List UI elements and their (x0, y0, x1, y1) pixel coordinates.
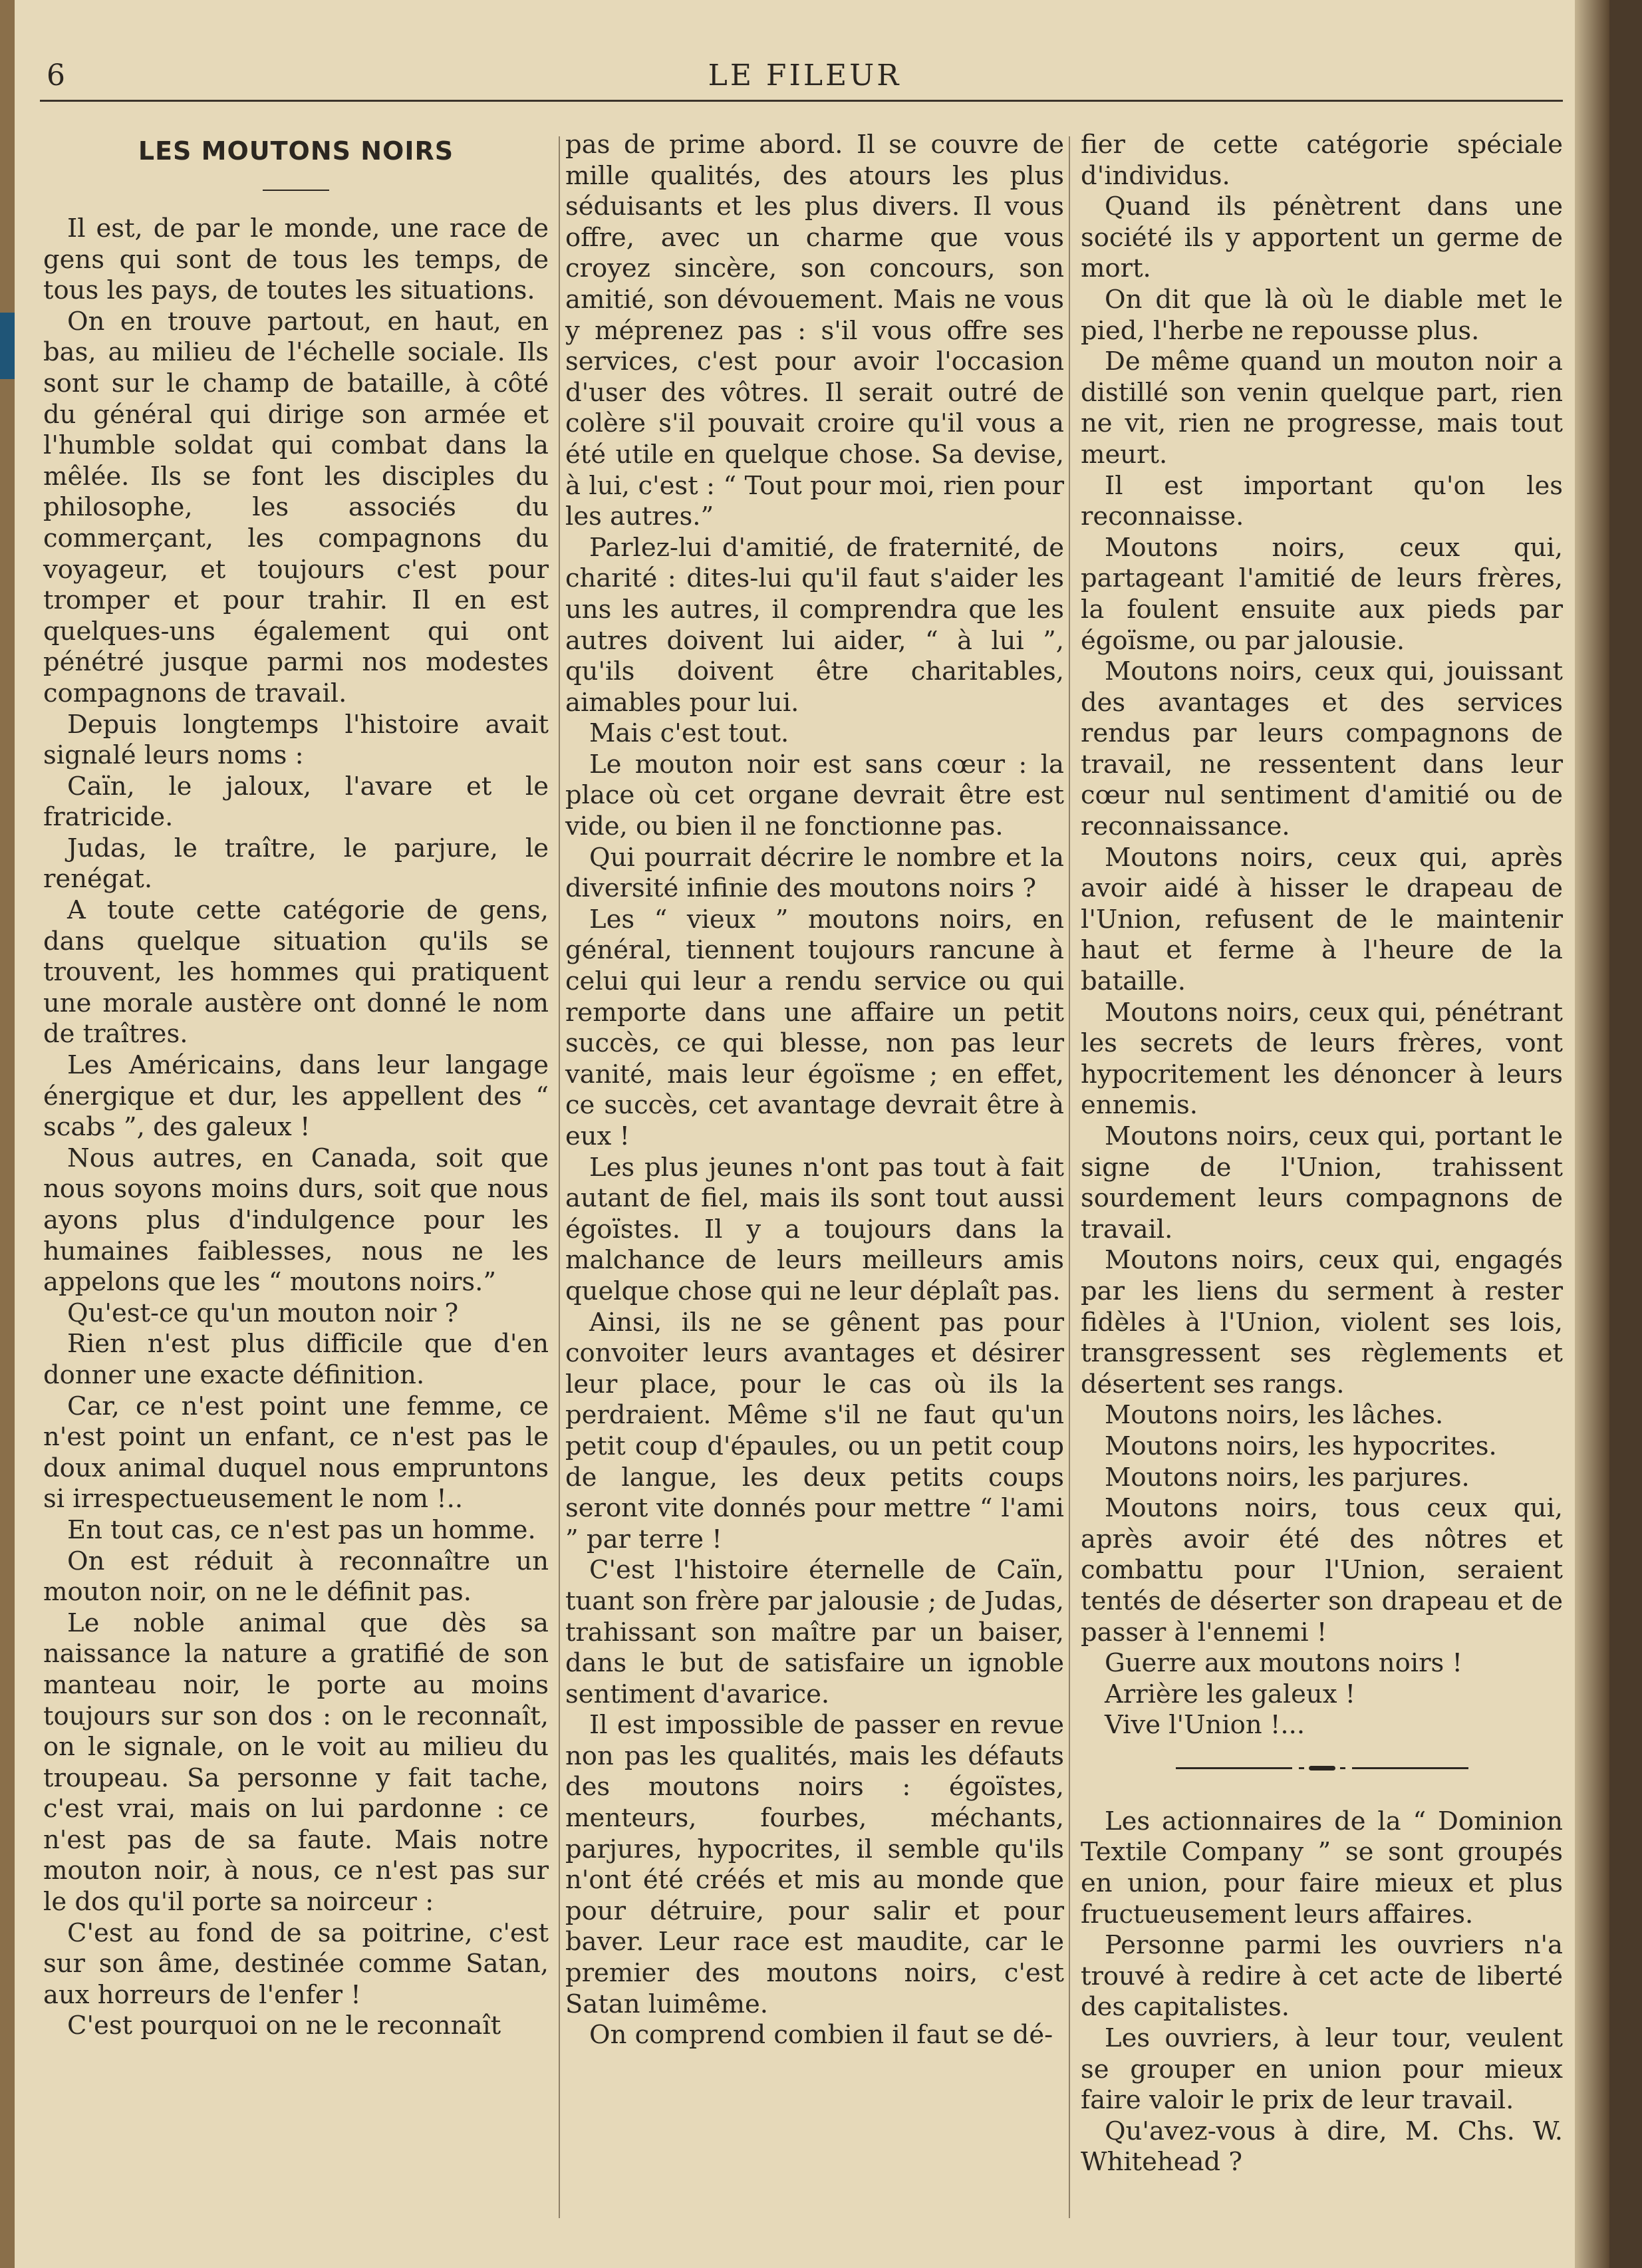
column-divider (559, 136, 560, 2218)
paragraph: Les Américains, dans leur langage énergique et dur, les appellent des “ scabs ”, des galeux ! (43, 1050, 549, 1143)
paragraph: Parlez-lui d'amitié, de fraternité, de charité : dites-lui qu'il faut s'aider les uns les autres, il comprendra que les autres doivent lui aider, “ à lui ”, qu'ils doivent être charitables, aimables pour lui. (565, 532, 1064, 718)
paragraph: Il est important qu'on les reconnaisse. (1081, 470, 1563, 532)
ornamental-divider (1176, 1761, 1468, 1774)
paragraph: Les “ vieux ” moutons noirs, en général, tiennent toujours rancune à celui qui leur a rendu service ou qui remporte dans une affaire un petit succès, ce qui blesse, non pas leur vanité, mais leur égoïsme ; en effet, ce succès, cet avantage devrait être à eux ! (565, 904, 1064, 1151)
paragraph: Moutons noirs, ceux qui, portant le signe de l'Union, trahissent sourdement leurs compagnons de travail. (1081, 1121, 1563, 1244)
paragraph: Car, ce n'est point une femme, ce n'est point un enfant, ce n'est pas le doux animal duquel nous empruntons si irrespectueusement le nom !.. (43, 1391, 549, 1514)
paragraph: Personne parmi les ouvriers n'a trouvé à redire à cet acte de liberté des capitalistes. (1081, 1930, 1563, 2023)
paragraph: Moutons noirs, ceux qui, après avoir aidé à hisser le drapeau de l'Union, refusent de le maintenir haut et ferme à l'heure de la bataille. (1081, 842, 1563, 997)
paragraph: Judas, le traître, le parjure, le renégat. (43, 833, 549, 895)
paragraph: Les ouvriers, à leur tour, veulent se grouper en union pour mieux faire valoir le prix de leur travail. (1081, 2023, 1563, 2116)
paragraph: On comprend combien il faut se dé- (589, 2020, 1053, 2051)
closing-line: Vive l'Union !... (1105, 1710, 1305, 1741)
paragraph: Le mouton noir est sans cœur : la place où cet organe devrait être est vide, ou bien il ne fonctionne pas. (565, 749, 1064, 842)
paragraph: Moutons noirs, ceux qui, partageant l'amitié de leurs frères, la foulent ensuite aux pieds par égoïsme, ou par jalousie. (1081, 532, 1563, 656)
paragraph: Depuis longtemps l'histoire avait signalé leurs noms : (43, 709, 549, 771)
paragraph: Les actionnaires de la “ Dominion Textile Company ” se sont groupés en union, pour faire mieux et plus fructueusement leurs affaires. (1081, 1806, 1563, 1929)
paragraph: Les plus jeunes n'ont pas tout à fait autant de fiel, mais ils sont tout aussi égoïstes. Il y a toujours dans la malchance de leurs meilleurs amis quelque chose qui ne leur déplaît pas. (565, 1152, 1064, 1306)
page-header (0, 52, 1609, 98)
paragraph: Moutons noirs, ceux qui, engagés par les liens du serment à rester fidèles à l'Union, violent ses lois, transgressent ses règlements et désertent ses rangs. (1081, 1245, 1563, 1399)
paragraph: Qu'avez-vous à dire, M. Chs. W. Whitehead ? (1081, 2116, 1563, 2178)
paragraph: Il est impossible de passer en revue non pas les qualités, mais les défauts des moutons noirs : égoïstes, menteurs, fourbes, méchants, parjures, hypocrites, il semble qu'ils n'ont été créés et mis au monde que pour détruire, pour salir et pour baver. Leur race est maudite, car le premier des moutons noirs, c'est Satan luimême. (565, 1710, 1064, 2019)
heading-rule (263, 190, 329, 191)
paragraph: Rien n'est plus difficile que d'en donner une exacte définition. (43, 1329, 549, 1390)
paragraph: On est réduit à reconnaître un mouton noir, on ne le définit pas. (43, 1546, 549, 1608)
paragraph: Le noble animal que dès sa naissance la nature a gratifié de son manteau noir, le porte au moins toujours sur son dos : on le reconnaît, on le signale, on le voit au milieu du troupeau. Sa personne y fait tache, c'est vrai, mais on lui pardonne : ce n'est pas de sa faute. Mais notre mouton noir, à nous, ce n'est pas sur le dos qu'il porte sa noirceur : (43, 1608, 549, 1917)
paragraph: Moutons noirs, ceux qui, pénétrant les secrets de leurs frères, vont hypocritement les dénoncer à leurs ennemis. (1081, 997, 1563, 1121)
paragraph: On en trouve partout, en haut, en bas, au milieu de l'échelle sociale. Ils sont sur le champ de bataille, à côté du général qui dirige son armée et l'humble soldat qui combat dans la mêlée. Ils se font les disciples du philosophe, les associés du commerçant, les compagnons du voyageur, et toujours c'est pour tromper et pour trahir. Il en est quelques-uns également qui ont pénétré jusque parmi nos modestes compagnons de travail. (43, 306, 549, 708)
closing-line: Arrière les galeux ! (1105, 1679, 1356, 1709)
paragraph: C'est pourquoi on ne le reconnaît (67, 2011, 501, 2041)
column-divider (1069, 136, 1070, 2218)
closing-line: Guerre aux moutons noirs ! (1105, 1648, 1462, 1679)
paragraph: En tout cas, ce n'est pas un homme. (67, 1514, 536, 1545)
paragraph: Mais c'est tout. (589, 718, 789, 749)
paragraph: Nous autres, en Canada, soit que nous soyons moins durs, soit que nous ayons plus d'indulgence pour les humaines faiblesses, nous ne les appelons que les “ moutons noirs.” (43, 1143, 549, 1298)
page-number: 6 (47, 59, 65, 92)
page-edge (1575, 0, 1609, 2268)
paragraph: Moutons noirs, les parjures. (1105, 1462, 1470, 1492)
binding-tab (0, 313, 15, 379)
article-heading: LES MOUTONS NOIRS (138, 136, 454, 166)
paragraph: Quand ils pénètrent dans une société ils y apportent un germe de mort. (1081, 192, 1563, 284)
paragraph: pas de prime abord. Il se couvre de mille qualités, des atours les plus séduisants et les plus divers. Il vous offre, avec un charme que vous croyez sincère, son concours, son amitié, son dévouement. Mais ne vous y méprenez pas : s'il vous offre ses services, c'est pour avoir l'occasion d'user des vôtres. Il serait outré de colère s'il pouvait croire qu'il vous a été utile en quelque chose. Sa devise, à lui, c'est : “ Tout pour moi, rien pour les autres.” (565, 130, 1064, 532)
paragraph: Moutons noirs, tous ceux qui, après avoir été des nôtres et combattu pour l'Union, seraient tentés de déserter son drapeau et de passer à l'ennemi ! (1081, 1493, 1563, 1647)
paragraph: De même quand un mouton noir a distillé son venin quelque part, rien ne vit, rien ne progresse, mais tout meurt. (1081, 347, 1563, 470)
paragraph: C'est au fond de sa poitrine, c'est sur son âme, destinée comme Satan, aux horreurs de l'enfer ! (43, 1917, 549, 2010)
paragraph: Qui pourrait décrire le nombre et la diversité infinie des moutons noirs ? (565, 842, 1064, 904)
publication-title: LE FILEUR (708, 59, 902, 92)
header-rule (40, 100, 1563, 102)
paragraph: A toute cette catégorie de gens, dans quelque situation qu'ils se trouvent, les hommes qui pratiquent une morale austère ont donné le nom de traîtres. (43, 895, 549, 1050)
paragraph: Moutons noirs, les lâches. (1105, 1400, 1444, 1431)
paragraph: Ainsi, ils ne se gênent pas pour convoiter leurs avantages et désirer leur place, pour le cas où ils la perdraient. Même s'il ne faut qu'un petit coup d'épaules, ou un petit coup de langue, les deux petits coups seront vite donnés pour mettre “ l'ami ” par terre ! (565, 1307, 1064, 1554)
paragraph: Moutons noirs, les hypocrites. (1105, 1431, 1497, 1461)
paragraph: Moutons noirs, ceux qui, jouissant des avantages et des services rendus par leurs compagnons de travail, ne ressentent dans leur cœur nul sentiment d'amitié ou de reconnaissance. (1081, 656, 1563, 842)
column-2 (565, 130, 1064, 2051)
column-3 (1081, 130, 1563, 2178)
paragraph: Il est, de par le monde, une race de gens qui sont de tous les temps, de tous les pays, de toutes les situations. (43, 213, 549, 306)
column-1 (43, 130, 549, 2042)
paragraph: Qu'est-ce qu'un mouton noir ? (67, 1298, 459, 1328)
paragraph: C'est l'histoire éternelle de Caïn, tuant son frère par jalousie ; de Judas, trahissant son maître par un baiser, dans le but de satisfaire un ignoble sentiment d'avarice. (565, 1555, 1064, 1709)
paragraph: Caïn, le jaloux, l'avare et le fratricide. (43, 771, 549, 833)
paragraph: fier de cette catégorie spéciale d'individus. (1081, 130, 1563, 191)
paragraph: On dit que là où le diable met le pied, l'herbe ne repousse plus. (1081, 284, 1563, 346)
